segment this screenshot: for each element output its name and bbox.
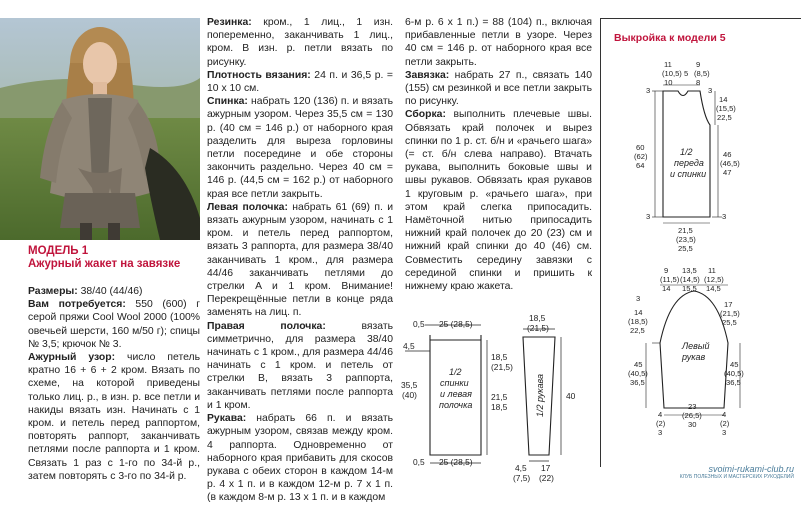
- tie-paragraph: [405, 69, 592, 109]
- pattern-title: Выкройка к модели 5: [614, 32, 726, 44]
- back-paragraph: [207, 95, 393, 201]
- dim-45-bottom: 4,5: [515, 463, 527, 473]
- dim-f-47: 47: [723, 168, 732, 177]
- dim-f-62: (62): [634, 152, 648, 161]
- pattern-diagrams: [600, 45, 800, 465]
- dim-s-185: (18,5): [628, 317, 648, 326]
- sleeves-label: Рукава:: [207, 413, 247, 425]
- density-paragraph: [207, 69, 393, 95]
- model-photo: [0, 18, 200, 240]
- dim-215-sleeve: (21,5): [527, 323, 549, 333]
- dim-s-145b: 14,5: [706, 284, 721, 293]
- model-subtitle: Ажурный жакет на завязке: [28, 258, 181, 270]
- watermark-tagline: КЛУБ ПОЛЕЗНЫХ И МАСТЕРСКИХ РУКОДЕЛИЙ: [679, 474, 794, 480]
- dim-185-sleeve: 18,5: [529, 313, 546, 323]
- right-front-value: вязать симметрично, для размера 38/40 начинать с 1 кром., для размера 44/46 начинать с 1 кром. и петель от стрелки B, вязать 3 раппорта, заканчивать петлями после раппорта и 1 кром.: [207, 320, 393, 411]
- dim-s-115: (11,5): [660, 275, 680, 284]
- rib-paragraph: [207, 16, 393, 69]
- dim-s-30: 30: [688, 420, 697, 429]
- dim-f-255: 25,5: [678, 244, 693, 253]
- dim-s-405r: (40,5): [724, 369, 744, 378]
- dim-s-225: 22,5: [630, 326, 645, 335]
- dim-f-9: 9: [696, 60, 701, 69]
- text-column-3: [405, 16, 592, 293]
- dim-75-bottom: (7,5): [513, 473, 531, 483]
- dim-s-2a: (2): [656, 419, 666, 428]
- dim-f-225: 22,5: [717, 113, 732, 122]
- dim-f-3c: 3: [646, 212, 651, 221]
- dim-s-17: 17: [724, 300, 733, 309]
- sizes-value: 38/40 (44/46): [77, 286, 143, 297]
- front-label-2: переда: [674, 158, 704, 168]
- dim-s-4b: 4: [722, 410, 727, 419]
- assembly-paragraph: [405, 108, 592, 293]
- rib-label: Резинка:: [207, 17, 252, 28]
- sizes-label: Размеры:: [28, 286, 78, 297]
- dim-s-265: (26,5): [682, 411, 702, 420]
- left-front-label: Левая полочка:: [207, 201, 288, 213]
- pattern-label: Ажурный узор:: [28, 352, 116, 364]
- dim-05-top: 0,5: [413, 319, 425, 329]
- dim-f-235: (23,5): [676, 235, 696, 244]
- left-front-paragraph: [207, 201, 393, 320]
- dim-45-left: 4,5: [403, 341, 415, 351]
- sleeve-label-2: рукав: [682, 352, 706, 362]
- dim-25-top: 25 (28,5): [439, 319, 473, 329]
- dim-s-215: (21,5): [720, 309, 740, 318]
- dim-f-3d: 3: [722, 212, 727, 221]
- dim-s-405: (40,5): [628, 369, 648, 378]
- dim-s-365: 36,5: [630, 378, 645, 387]
- dim-s-145: (14,5): [680, 275, 700, 284]
- materials-paragraph: [28, 298, 200, 351]
- back-label: Спинка:: [207, 96, 248, 108]
- dim-f-3a: 3: [646, 86, 651, 95]
- dim-s-14l: 14: [634, 308, 643, 317]
- sleeve-label-1: Левый: [682, 341, 710, 351]
- dim-40-sleeve: 40: [566, 391, 576, 401]
- dim-s-365r: 36,5: [726, 378, 741, 387]
- density-value: 24 п. и 36,5 р. = 10 х 10 см.: [207, 69, 393, 95]
- dim-f-465: (46,5): [720, 159, 740, 168]
- tie-value: набрать 27 п., связать 140 (155) см резинкой и все петли закрыть по рисунку.: [405, 69, 592, 108]
- dim-185-right-b: 18,5: [491, 402, 508, 412]
- dim-25-bottom: 25 (28,5): [439, 457, 473, 467]
- half-sleeve-label: 1/2 рукава: [535, 374, 545, 417]
- front-label-3: и спинки: [670, 169, 707, 179]
- sleeves-paragraph: [207, 412, 393, 504]
- front-label-1: 1/2: [680, 147, 693, 157]
- pattern-paragraph: [28, 351, 200, 483]
- dim-s-45: 45: [634, 360, 643, 369]
- dim-s-3b: 3: [658, 428, 663, 437]
- dim-f-105: (10,5): [662, 69, 682, 78]
- dim-f-14: 14: [719, 95, 728, 104]
- dim-f-155: (15,5): [716, 104, 736, 113]
- half-back-label-4: полочка: [439, 400, 473, 410]
- dim-s-9: 9: [664, 266, 669, 275]
- density-label: Плотность вязания:: [207, 69, 311, 81]
- left-front-value: набрать 61 (69) п. и вязать ажурным узором, начинать с 1 кром. и петель перед раппортом, вязать 3 раппорта, для размера 38/40 заканчивать 1 кром., для размера 44/46 заканчивать петлями до стрелки A и 1 кром. Внимание! Перекрещённые петли в конце ряда заменять на лиц. п.: [207, 201, 393, 319]
- dim-f-5: 5: [684, 69, 689, 78]
- dim-s-4a: 4: [658, 410, 663, 419]
- sizes-paragraph: [28, 285, 200, 298]
- tie-label: Завязка:: [405, 69, 450, 81]
- dim-f-60: 60: [636, 143, 645, 152]
- dim-s-2b: (2): [720, 419, 730, 428]
- half-back-label-3: и левая: [440, 389, 472, 399]
- dim-s-23: 23: [688, 402, 697, 411]
- dim-s-14: 14: [662, 284, 671, 293]
- sleeves-continued: 6-м р. 6 х 1 п.) = 88 (104) п., включая прибавленные петли в узоре. Через 40 см = 146 р. от наборного края все петли закрыть.: [405, 17, 592, 68]
- half-back-label-1: 1/2: [449, 367, 462, 377]
- dim-215-paren-right: (21,5): [491, 362, 513, 372]
- dim-40-paren: (40): [402, 390, 417, 400]
- dim-s-45r: 45: [730, 360, 739, 369]
- dim-215-right: 21,5: [491, 392, 508, 402]
- dim-17-bottom: 17: [541, 463, 551, 473]
- dim-s-125: (12,5): [704, 275, 724, 284]
- site-watermark: [680, 465, 794, 480]
- dim-f-11: 11: [664, 60, 672, 69]
- dim-185-right: 18,5: [491, 352, 508, 362]
- right-front-label: Правая полочка:: [207, 320, 326, 332]
- text-column-1: [28, 285, 200, 483]
- dim-s-255: 25,5: [722, 318, 737, 327]
- dim-s-155: 15,5: [682, 284, 697, 293]
- dim-22-bottom: (22): [539, 473, 554, 483]
- dim-f-215: 21,5: [678, 226, 693, 235]
- dim-f-64: 64: [636, 161, 645, 170]
- dim-f-10: 10: [664, 78, 673, 87]
- dim-355: 35,5: [401, 380, 418, 390]
- small-schematic: [395, 305, 600, 483]
- materials-value: 550 (600) г серой пряжи Cool Wool 2000 (100% овечьей шерсти, 160 м/50 г); спицы № 3,5; крючок № 3.: [28, 299, 200, 350]
- pattern-value: число петель кратно 16 + 6 + 2 кром. Вязать по схеме, на которой приведены только лиц. р., в изн. р. все петли и накиды вязать изн. Начинать с 1 кром. и петель перед раппортом, повторять раппорт, заканчивать петлями после раппорта и 1 кром. Связать 1 раз с 1-го по 34-й р., затем повторять с 3-го по 34-й р.: [28, 352, 200, 482]
- assembly-value: выполнить плечевые швы. Обвязать край полочек и вырез спинки по 1 р. ст. б/н и «рачьего шага» (= ст. б/н слева направо). Втачать рукава, выполнить боковые швы и швы рукавов. Обвязать края рукавов 1 круговым р. «рачьего шага», при этом край слегка припосадить. Намёточной нитью припосадить нижний край полочек до 20 (23) см и нижний край спинки до 40 (46) см. Совместить середину завязки с серединой спинки и пришить к нижнему краю жакета.: [405, 109, 592, 293]
- materials-label: Вам потребуется:: [28, 299, 126, 311]
- dim-s-3a: 3: [636, 294, 641, 303]
- right-front-paragraph: [207, 320, 393, 412]
- dim-s-3c: 3: [722, 428, 727, 437]
- sleeves-value: набрать 66 п. и вязать ажурным узором, связав между кром. 4 раппорта. Одновременно от наборного края прибавить для скосов рукава с обеих сторон в каждом 14-м р. 4 х 1 п. и в каждом 12-м р. 7 х 1 п. (в каждом 8-м р. 13 х 1 п. и в каждом: [207, 413, 393, 504]
- model-title: МОДЕЛЬ 1: [28, 245, 89, 257]
- text-column-2: [207, 16, 393, 505]
- model-heading: [28, 245, 180, 271]
- dim-f-46: 46: [723, 150, 732, 159]
- dim-05-bottom: 0,5: [413, 457, 425, 467]
- dim-s-11: 11: [708, 266, 716, 275]
- back-value: набрать 120 (136) п. и вязать ажурным узором. Через 35,5 см = 130 р. (40 см = 146 р.) от наборного края разделить для выреза горловины петли посередине и обе стороны закончить раздельно. Через 40 см = 146 р. (44,5 см = 162 р.) от наборного края все петли закрыть.: [207, 96, 393, 200]
- rib-value: кром., 1 лиц., 1 изн. попеременно, заканчивать 1 лиц., кром. В изн. р. петли вязать по рисунку.: [207, 17, 393, 68]
- half-back-label-2: спинки: [440, 378, 469, 388]
- dim-f-85: (8,5): [694, 69, 710, 78]
- dim-s-135: 13,5: [682, 266, 697, 275]
- dim-f-8: 8: [696, 78, 701, 87]
- watermark-url: svoimi-rukami-club.ru: [708, 464, 794, 474]
- assembly-label: Сборка:: [405, 109, 446, 121]
- dim-f-3b: 3: [708, 86, 713, 95]
